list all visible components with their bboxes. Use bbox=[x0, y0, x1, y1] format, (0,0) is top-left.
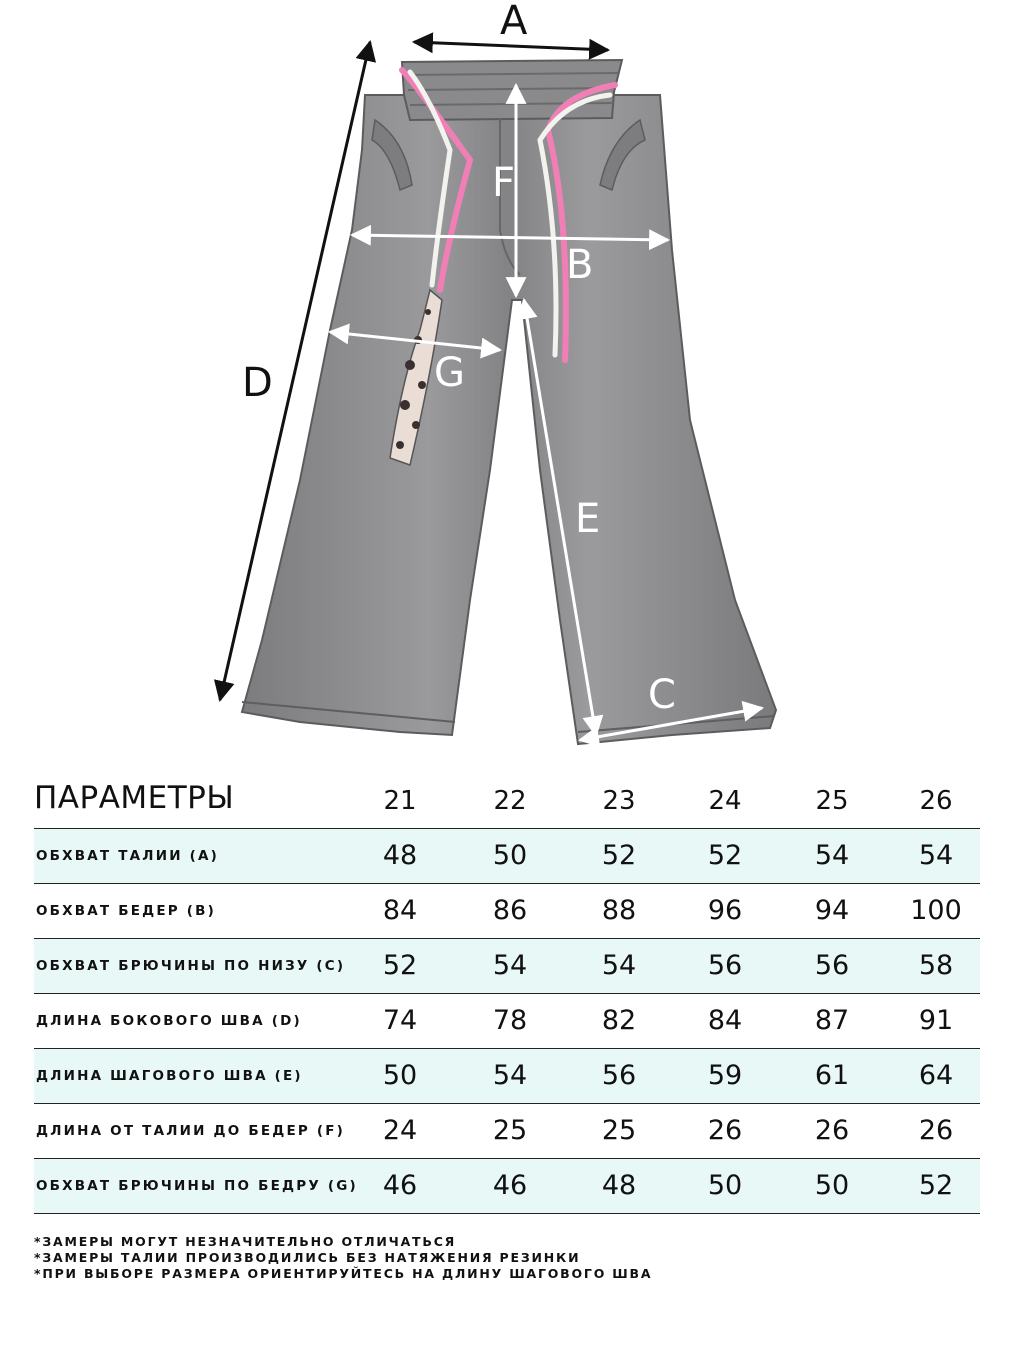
value-cell: 56 bbox=[707, 950, 743, 981]
row-label: ДЛИНА ШАГОВОГО ШВА (E) bbox=[36, 1068, 303, 1084]
value-cell: 59 bbox=[707, 1060, 743, 1091]
value-cell: 50 bbox=[492, 840, 528, 871]
value-cell: 94 bbox=[814, 895, 850, 926]
label-e: E bbox=[575, 496, 601, 542]
value-cell: 50 bbox=[382, 1060, 418, 1091]
value-cell: 56 bbox=[814, 950, 850, 981]
value-cell: 96 bbox=[707, 895, 743, 926]
value-cell: 54 bbox=[918, 840, 954, 871]
value-cell: 26 bbox=[918, 1115, 954, 1146]
value-cell: 26 bbox=[707, 1115, 743, 1146]
size-header: 21 bbox=[383, 786, 417, 816]
value-cell: 25 bbox=[492, 1115, 528, 1146]
value-cell: 61 bbox=[814, 1060, 850, 1091]
label-f: F bbox=[492, 160, 516, 206]
value-cell: 48 bbox=[382, 840, 418, 871]
value-cell: 54 bbox=[814, 840, 850, 871]
row-label: ОБХВАТ БЕДЕР (B) bbox=[36, 903, 217, 919]
table-row bbox=[34, 1159, 980, 1214]
value-cell: 64 bbox=[918, 1060, 954, 1091]
value-cell: 78 bbox=[492, 1005, 528, 1036]
size-table bbox=[34, 780, 980, 1214]
value-cell: 48 bbox=[601, 1170, 637, 1201]
footnotes bbox=[34, 1234, 652, 1282]
size-table-header bbox=[34, 780, 980, 829]
table-row bbox=[34, 939, 980, 994]
value-cell: 100 bbox=[910, 895, 962, 926]
value-cell: 84 bbox=[707, 1005, 743, 1036]
footnote: *ЗАМЕРЫ ТАЛИИ ПРОИЗВОДИЛИСЬ БЕЗ НАТЯЖЕНИЯ РЕЗИНКИ bbox=[34, 1250, 581, 1265]
value-cell: 82 bbox=[601, 1005, 637, 1036]
row-label: ДЛИНА БОКОВОГО ШВА (D) bbox=[36, 1013, 302, 1029]
value-cell: 50 bbox=[814, 1170, 850, 1201]
value-cell: 26 bbox=[814, 1115, 850, 1146]
size-header: 25 bbox=[815, 786, 849, 816]
table-row bbox=[34, 884, 980, 939]
size-header: 22 bbox=[493, 786, 527, 816]
row-label: ОБХВАТ ТАЛИИ (A) bbox=[36, 848, 219, 864]
label-a: A bbox=[500, 0, 528, 44]
row-label: ОБХВАТ БРЮЧИНЫ ПО БЕДРУ (G) bbox=[36, 1178, 358, 1194]
label-c: C bbox=[648, 672, 676, 718]
value-cell: 46 bbox=[382, 1170, 418, 1201]
value-cell: 54 bbox=[492, 950, 528, 981]
value-cell: 25 bbox=[601, 1115, 637, 1146]
value-cell: 54 bbox=[492, 1060, 528, 1091]
label-b: B bbox=[566, 242, 594, 288]
value-cell: 52 bbox=[918, 1170, 954, 1201]
value-cell: 46 bbox=[492, 1170, 528, 1201]
value-cell: 58 bbox=[918, 950, 954, 981]
size-header: 26 bbox=[919, 786, 953, 816]
footnote: *ПРИ ВЫБОРЕ РАЗМЕРА ОРИЕНТИРУЙТЕСЬ НА ДЛИНУ ШАГОВОГО ШВА bbox=[34, 1266, 653, 1281]
value-cell: 50 bbox=[707, 1170, 743, 1201]
row-label: ОБХВАТ БРЮЧИНЫ ПО НИЗУ (C) bbox=[36, 958, 346, 974]
value-cell: 91 bbox=[918, 1005, 954, 1036]
value-cell: 54 bbox=[601, 950, 637, 981]
value-cell: 56 bbox=[601, 1060, 637, 1091]
value-cell: 52 bbox=[707, 840, 743, 871]
table-row bbox=[34, 994, 980, 1049]
label-g: G bbox=[434, 350, 465, 396]
value-cell: 84 bbox=[382, 895, 418, 926]
value-cell: 24 bbox=[382, 1115, 418, 1146]
table-row bbox=[34, 829, 980, 884]
value-cell: 87 bbox=[814, 1005, 850, 1036]
value-cell: 74 bbox=[382, 1005, 418, 1036]
value-cell: 86 bbox=[492, 895, 528, 926]
table-row bbox=[34, 1049, 980, 1104]
value-cell: 52 bbox=[382, 950, 418, 981]
table-row bbox=[34, 1104, 980, 1159]
value-cell: 88 bbox=[601, 895, 637, 926]
label-d: D bbox=[242, 360, 273, 406]
footnote: *ЗАМЕРЫ МОГУТ НЕЗНАЧИТЕЛЬНО ОТЛИЧАТЬСЯ bbox=[34, 1234, 457, 1249]
size-table-title: ПАРАМЕТРЫ bbox=[34, 780, 235, 816]
size-header: 24 bbox=[708, 786, 742, 816]
value-cell: 52 bbox=[601, 840, 637, 871]
size-header: 23 bbox=[602, 786, 636, 816]
row-label: ДЛИНА ОТ ТАЛИИ ДО БЕДЕР (F) bbox=[36, 1123, 346, 1139]
